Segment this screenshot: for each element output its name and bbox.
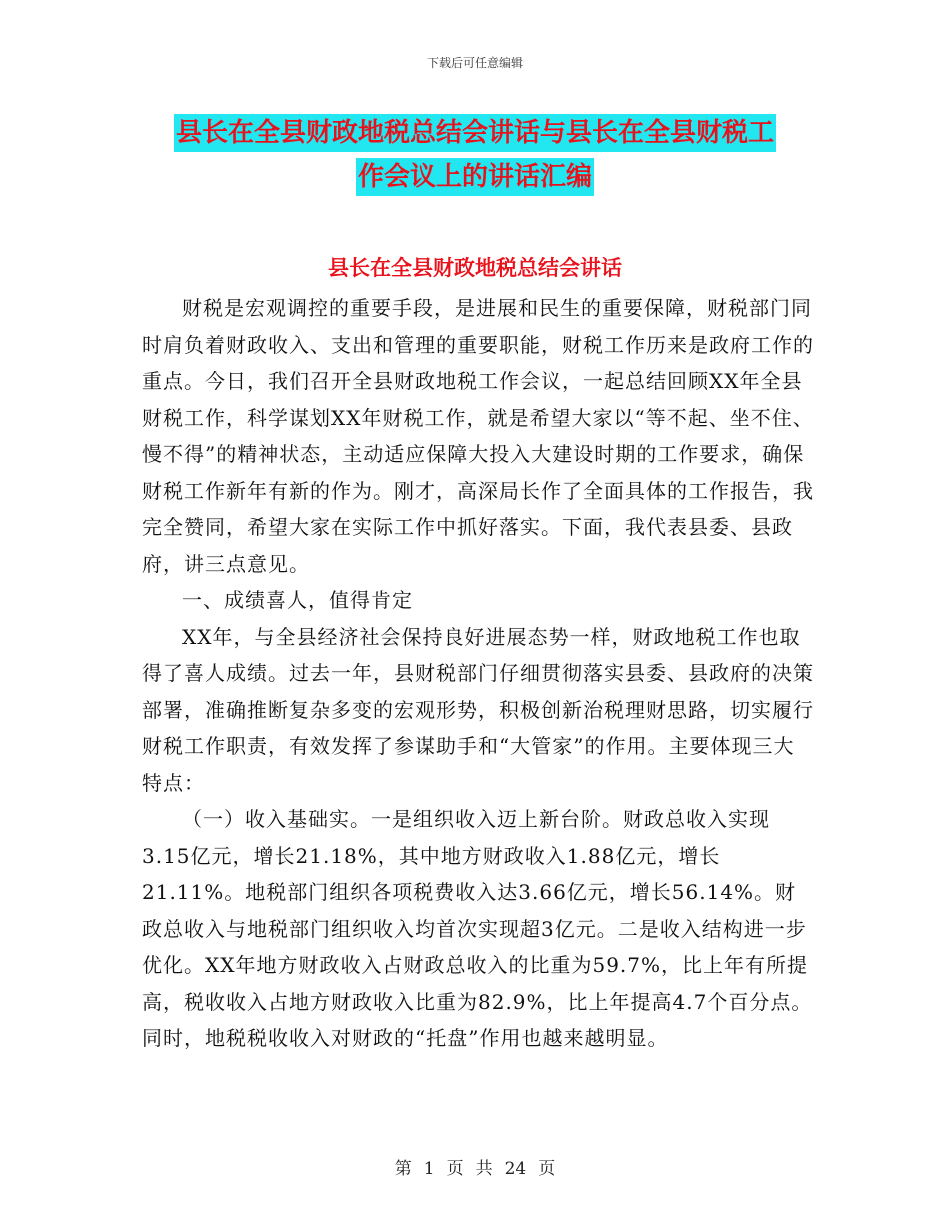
page-number-total: 24	[504, 1159, 527, 1179]
page-footer-prefix: 第	[394, 1159, 412, 1179]
paragraph-achievements: XX年，与全县经济社会保持良好进展态势一样，财政地税工作也取得了喜人成绩。过去一年，县财税部门仔细贯彻落实县委、县政府的决策部署，准确推断复杂多变的宏观形势，积极创新治税理财思路，切实履行财税工作职责，有效发挥了参谋助手和“大管家”的作用。主要体现三大特点：	[142, 624, 814, 795]
section-title: 县长在全县财政地税总结会讲话	[328, 256, 622, 280]
document-body	[142, 290, 814, 1057]
page-number-current: 1	[423, 1159, 435, 1179]
page-footer-total-prefix: 共	[475, 1159, 493, 1179]
document-title-line-1-text: 县长在全县财政地税总结会讲话与县长在全县财税工	[174, 114, 776, 152]
paragraph-heading-achievements: 一、成绩喜人，值得肯定	[182, 588, 413, 612]
page-footer	[0, 1154, 950, 1179]
paragraph-revenue: （一）收入基础实。一是组织收入迈上新台阶。财政总收入实现3.15亿元，增长21.18%，其中地方财政收入1.88亿元，增长21.11%。地税部门组织各项税费收入达3.66亿元，增长56.14%。财政总收入与地税部门组织收入均首次实现超3亿元。二是收入结构进一步优化。XX年地方财政收入占财政总收入的比重为59.7%，比上年有所提高，税收收入占地方财政收入比重为82.9%，比上年提高4.7个百分点。同时，地税税收收入对财政的“托盘”作用也越来越明显。	[142, 807, 813, 1050]
document-title-line-2-text: 作会议上的讲话汇编	[356, 158, 594, 196]
document-title-line-1	[0, 112, 950, 149]
document-title-line-2	[0, 156, 950, 193]
page-footer-suffix: 页	[538, 1159, 556, 1179]
page-footer-mid: 页	[446, 1159, 464, 1179]
paragraph-intro: 财税是宏观调控的重要手段，是进展和民生的重要保障，财税部门同时肩负着财政收入、支出和管理的重要职能，财税工作历来是政府工作的重点。今日，我们召开全县财政地税工作会议，一起总结回顾XX年全县财税工作，科学谋划XX年财税工作，就是希望大家以“等不起、坐不住、慢不得”的精神状态，主动适应保障大投入大建设时期的工作要求，确保财税工作新年有新的作为。刚才，高深局长作了全面具体的工作报告，我完全赞同，希望大家在实际工作中抓好落实。下面，我代表县委、县政府，讲三点意见。	[142, 296, 814, 576]
page-header-note: 下载后可任意编辑	[426, 56, 523, 70]
